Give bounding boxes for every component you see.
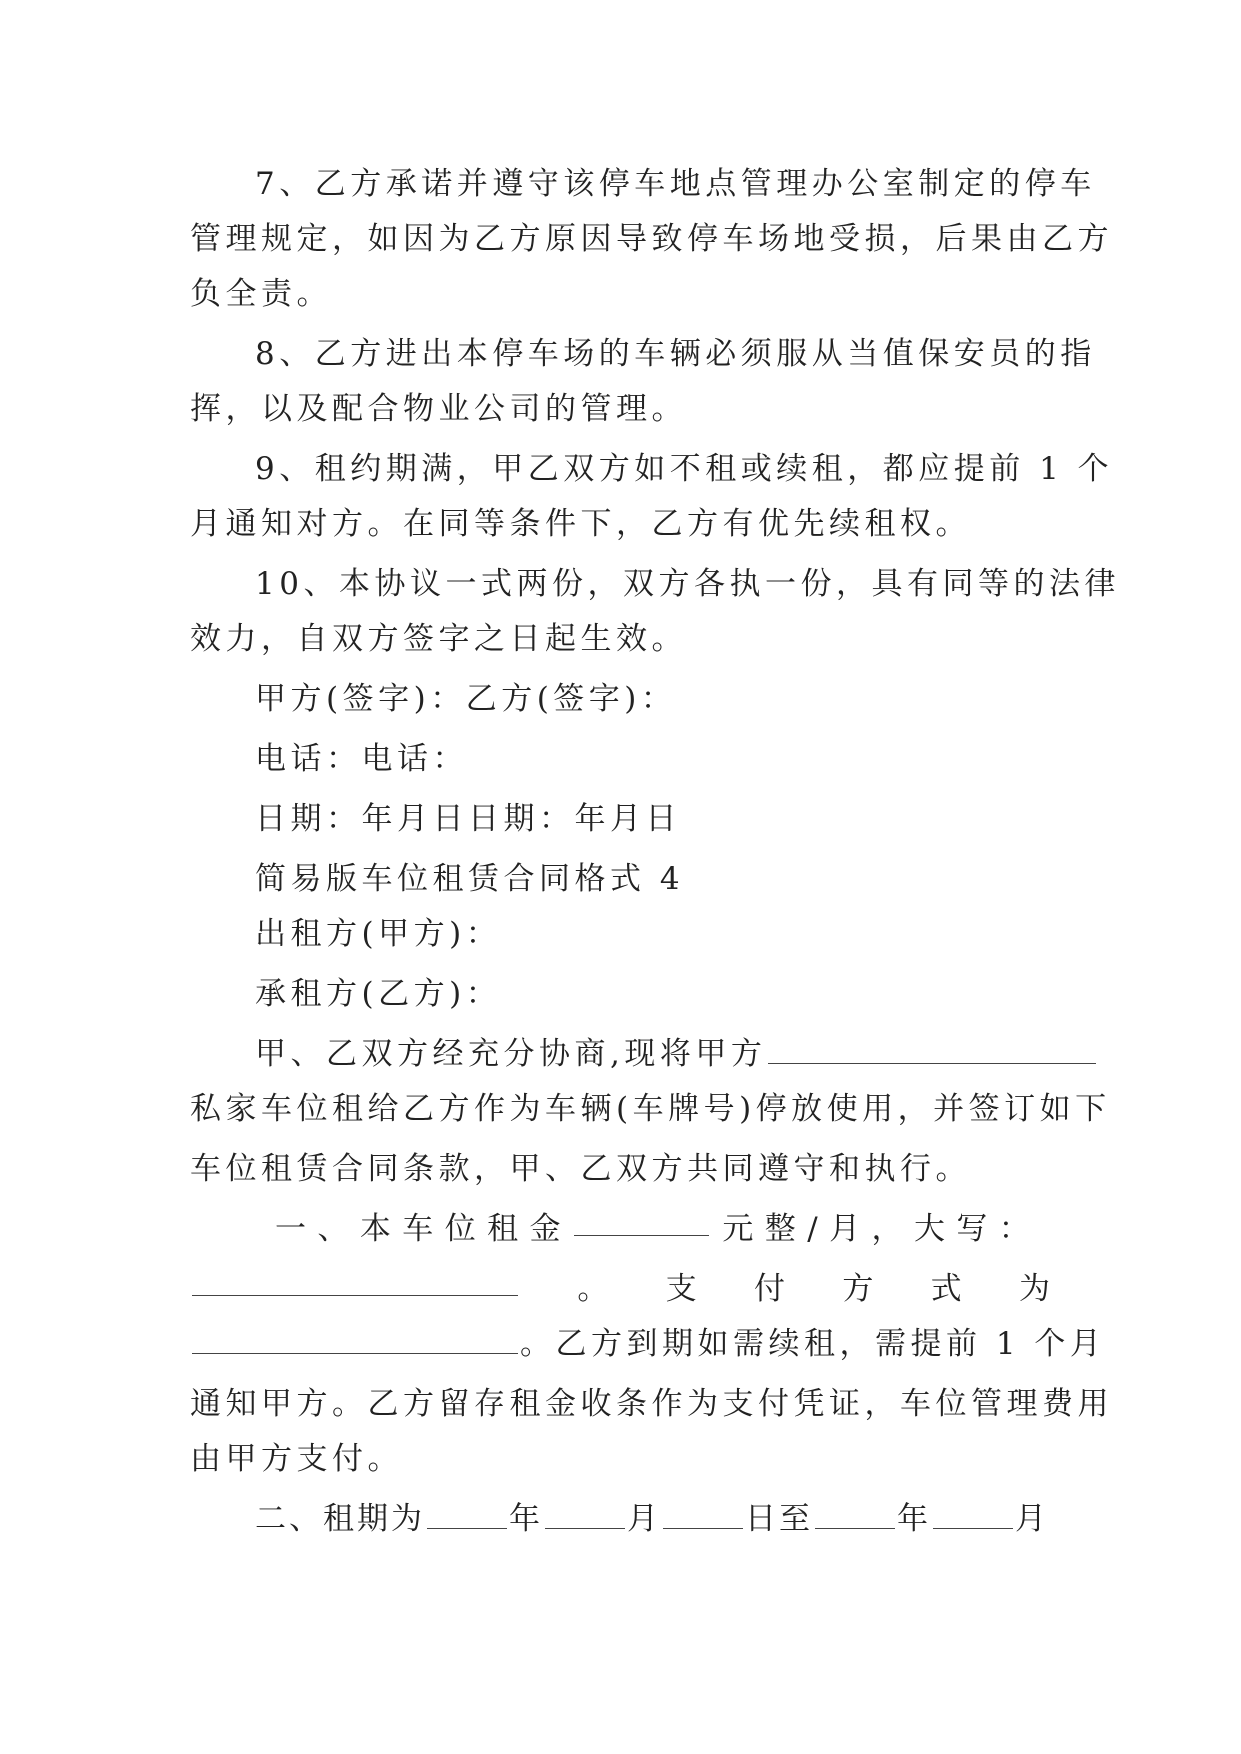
- payment-char: 。: [577, 1271, 609, 1307]
- agreement-intro-line-1: [255, 1030, 1050, 1078]
- agreement-intro-line-2: 私家车位租给乙方作为车辆(车牌号)停放使用，并签订如下: [190, 1091, 1111, 1127]
- date-line: 日期：年月日日期：年月日: [255, 801, 681, 837]
- term-text: 年: [897, 1501, 931, 1537]
- rent-char: 元: [722, 1211, 754, 1247]
- rent-char: 租: [487, 1211, 519, 1247]
- clause-10-line-2: 效力，自双方签字之日起生效。: [190, 621, 687, 657]
- rent-char: 一: [275, 1211, 306, 1247]
- clause-7-line-3: 负全责。: [190, 276, 332, 312]
- payment-method-blank: [192, 1323, 518, 1354]
- signature-line: 甲方(签字)：乙方(签字)：: [255, 681, 677, 717]
- clause-8-line-1: 8、乙方进出本停车场的车辆必须服从当值保安员的指: [255, 336, 1096, 372]
- rent-capital-blank: [192, 1265, 518, 1296]
- rent-char: ：: [998, 1211, 1030, 1247]
- lessor-blank: [768, 1033, 1096, 1064]
- term-text: 二、租期为: [255, 1501, 425, 1537]
- clause-8-line-2: 挥，以及配合物业公司的管理。: [190, 391, 687, 427]
- rent-char: 金: [529, 1211, 561, 1247]
- section-heading: 简易版车位租赁合同格式 4: [255, 861, 685, 897]
- payment-char: 支: [665, 1271, 697, 1307]
- rent-char: 位: [444, 1211, 476, 1247]
- term-text: 月: [627, 1501, 661, 1537]
- term-line: [255, 1495, 1050, 1543]
- rent-char: 写: [956, 1211, 988, 1247]
- clause-9-line-2: 月通知对方。在同等条件下，乙方有优先续租权。: [190, 506, 971, 542]
- rent-char: 本: [359, 1211, 391, 1247]
- renewal-text: 。乙方到期如需续租，需提前 1 个月: [520, 1326, 1106, 1362]
- start-year-blank: [427, 1498, 507, 1529]
- end-year-blank: [815, 1498, 895, 1529]
- rent-line-1: [275, 1205, 1030, 1253]
- rent-char: 月: [829, 1211, 861, 1247]
- clause-7-line-2: 管理规定，如因为乙方原因导致停车场地受损，后果由乙方: [190, 221, 1113, 257]
- rent-char: 车: [402, 1211, 434, 1247]
- clause-9-line-1: 9、租约期满，甲乙双方如不租或续租，都应提前 1 个: [255, 451, 1114, 487]
- start-month-blank: [545, 1498, 625, 1529]
- clause-10-line-1: 10、本协议一式两份，双方各执一份，具有同等的法律: [255, 566, 1120, 602]
- payment-char: 为: [1018, 1271, 1050, 1307]
- rent-line-5: 由甲方支付。: [190, 1441, 403, 1477]
- payment-char: 付: [753, 1271, 785, 1307]
- payment-char: 方: [842, 1271, 874, 1307]
- term-text: 日至: [745, 1501, 813, 1537]
- rent-amount-blank: [574, 1205, 709, 1236]
- end-month-blank: [933, 1498, 1013, 1529]
- payment-char: 式: [930, 1271, 962, 1307]
- rent-char: /: [807, 1211, 818, 1247]
- start-day-blank: [663, 1498, 743, 1529]
- rent-char: ，: [871, 1211, 903, 1247]
- rent-line-2: [190, 1265, 1050, 1313]
- agreement-intro-line-3: 车位租赁合同条款，甲、乙双方共同遵守和执行。: [190, 1151, 971, 1187]
- agreement-intro-text: 甲、乙双方经充分协商,现将甲方: [255, 1036, 767, 1072]
- term-text: 年: [509, 1501, 543, 1537]
- rent-char: 、: [317, 1211, 349, 1247]
- rent-char: 整: [764, 1211, 796, 1247]
- term-text: 月: [1015, 1501, 1049, 1537]
- clause-7-line-1: 7、乙方承诺并遵守该停车地点管理办公室制定的停车: [255, 166, 1096, 202]
- rent-line-4: 通知甲方。乙方留存租金收条作为支付凭证，车位管理费用: [190, 1386, 1113, 1422]
- rent-line-3: [190, 1320, 1106, 1368]
- lessee-line: 承租方(乙方)：: [255, 976, 502, 1012]
- rent-char: 大: [913, 1211, 945, 1247]
- phone-line: 电话：电话：: [255, 741, 468, 777]
- lessor-line: 出租方(甲方)：: [255, 916, 502, 952]
